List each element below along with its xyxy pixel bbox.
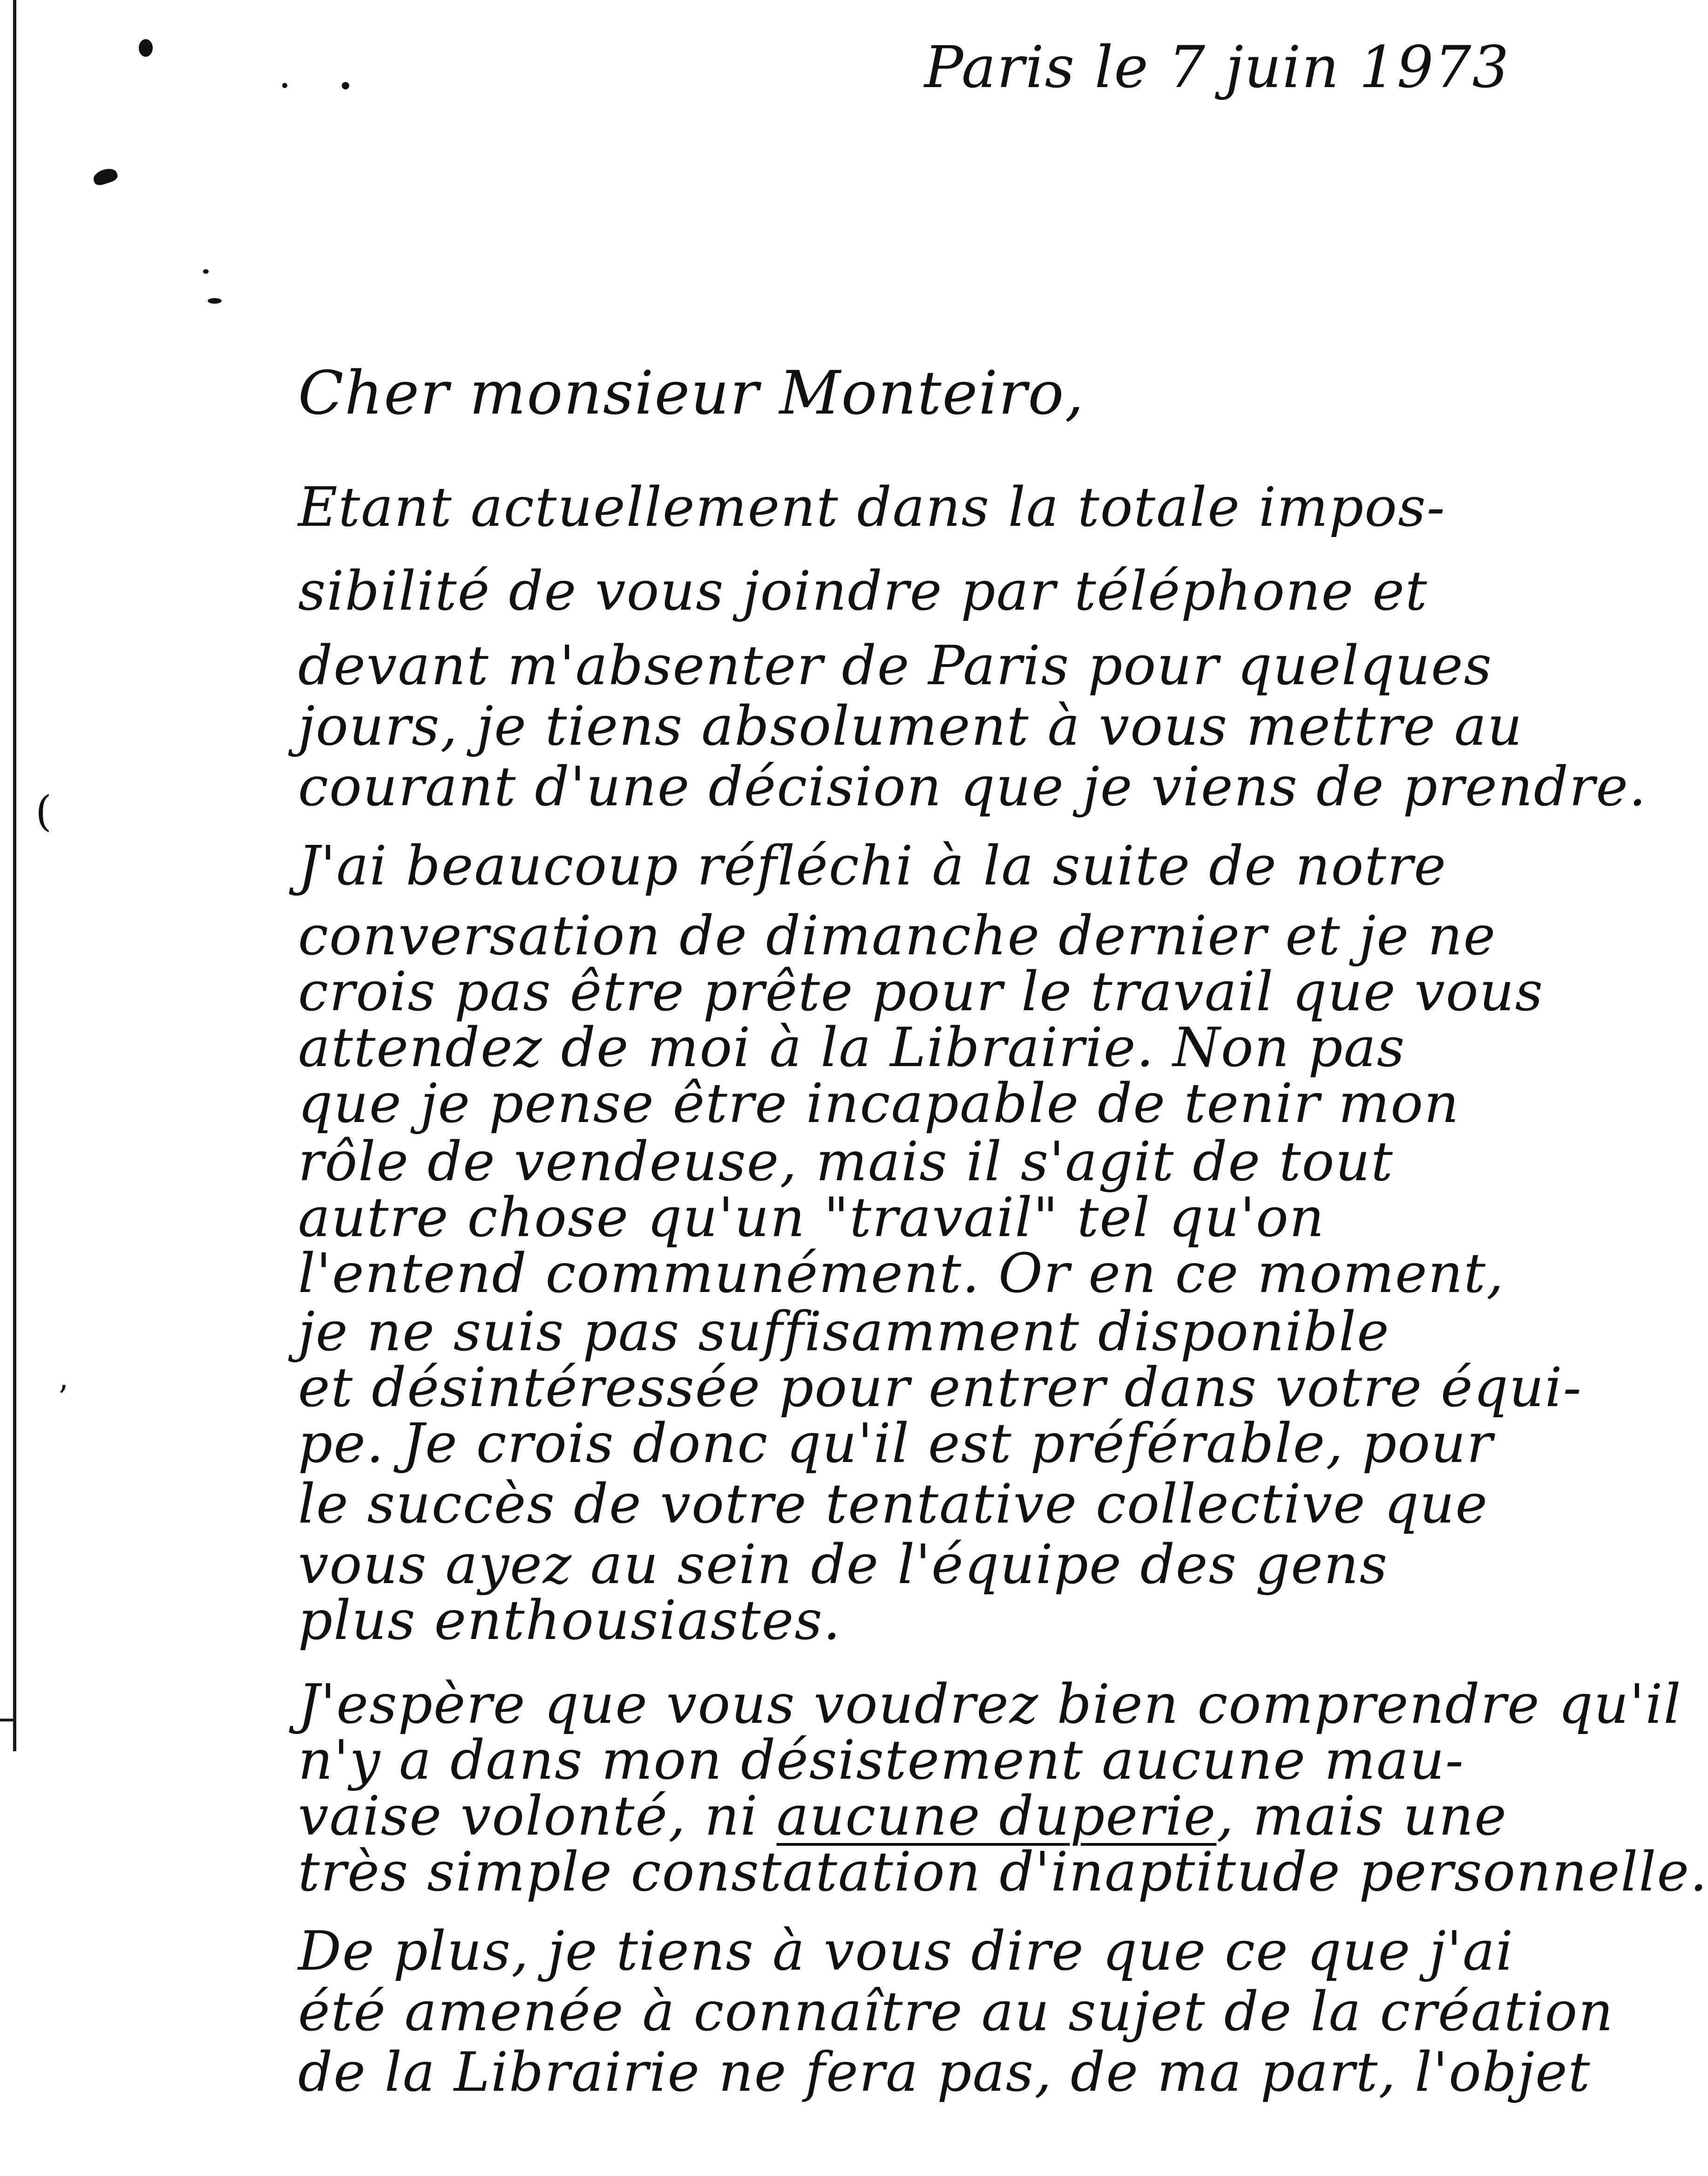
letter-line: le succès de votre tentative collective que <box>298 1473 1489 1536</box>
margin-bracket-mark: ( <box>35 787 52 836</box>
letter-line: et désintéressée pour entrer dans votre équi- <box>298 1356 1582 1419</box>
letter-line: crois pas être prête pour le travail que vous <box>298 960 1544 1023</box>
page-edge-tick <box>0 1719 16 1721</box>
letter-line: je ne suis pas suffisamment disponible <box>298 1300 1390 1363</box>
letter-line: n'y a dans mon désistement aucune mau- <box>298 1729 1464 1792</box>
letter-text: vaise volonté, ni <box>298 1785 777 1848</box>
letter-line: courant d'une décision que je viens de prendre. <box>298 755 1647 818</box>
letter-line: conversation de dimanche dernier et je ne <box>298 904 1497 967</box>
letter-text: , mais une <box>1216 1785 1507 1848</box>
letter-line: rôle de vendeuse, mais il s'agit de tout <box>298 1130 1394 1193</box>
letter-line: jours, je tiens absolument à vous mettre au <box>298 695 1523 758</box>
letter-line: sibilité de vous joindre par téléphone et <box>298 560 1428 623</box>
ink-speck <box>208 298 222 304</box>
letter-line: J'espère que vous voudrez bien comprendre qu'il <box>298 1673 1682 1736</box>
letter-dateline: Paris le 7 juin 1973 <box>924 34 1510 101</box>
letter-salutation: Cher monsieur Monteiro, <box>298 359 1085 428</box>
letter-line: autre chose qu'un "travail" tel qu'on <box>298 1186 1325 1249</box>
ink-speck <box>282 83 287 88</box>
page-edge-line <box>13 0 16 1751</box>
underlined-phrase: aucune duperie <box>776 1785 1217 1848</box>
letter-line: devant m'absenter de Paris pour quelques <box>298 634 1493 697</box>
ink-speck <box>92 166 119 187</box>
ink-speck <box>342 82 349 89</box>
ink-speck <box>203 269 209 274</box>
ink-speck <box>139 39 153 57</box>
letter-line: été amenée à connaître au sujet de la création <box>298 1980 1614 2043</box>
letter-line: plus enthousiastes. <box>298 1589 841 1652</box>
margin-tick-mark: ’ <box>58 1379 68 1417</box>
letter-line: attendez de moi à la Librairie. Non pas <box>298 1016 1406 1079</box>
letter-line: vous ayez au sein de l'équipe des gens <box>298 1533 1389 1596</box>
letter-line: pe. Je crois donc qu'il est préférable, pour <box>298 1412 1494 1475</box>
letter-line: très simple constatation d'inaptitude personnelle. <box>298 1841 1708 1904</box>
letter-line: Etant actuellement dans la totale impos- <box>298 476 1446 539</box>
letter-line: que je pense être incapable de tenir mon <box>298 1072 1460 1135</box>
letter-line: de la Librairie ne fera pas, de ma part, l'objet <box>298 2041 1591 2104</box>
letter-line: De plus, je tiens à vous dire que ce que j'ai <box>298 1920 1514 1983</box>
letter-line: l'entend communément. Or en ce moment, <box>298 1242 1505 1305</box>
letter-line: J'ai beaucoup réfléchi à la suite de notre <box>298 835 1447 898</box>
